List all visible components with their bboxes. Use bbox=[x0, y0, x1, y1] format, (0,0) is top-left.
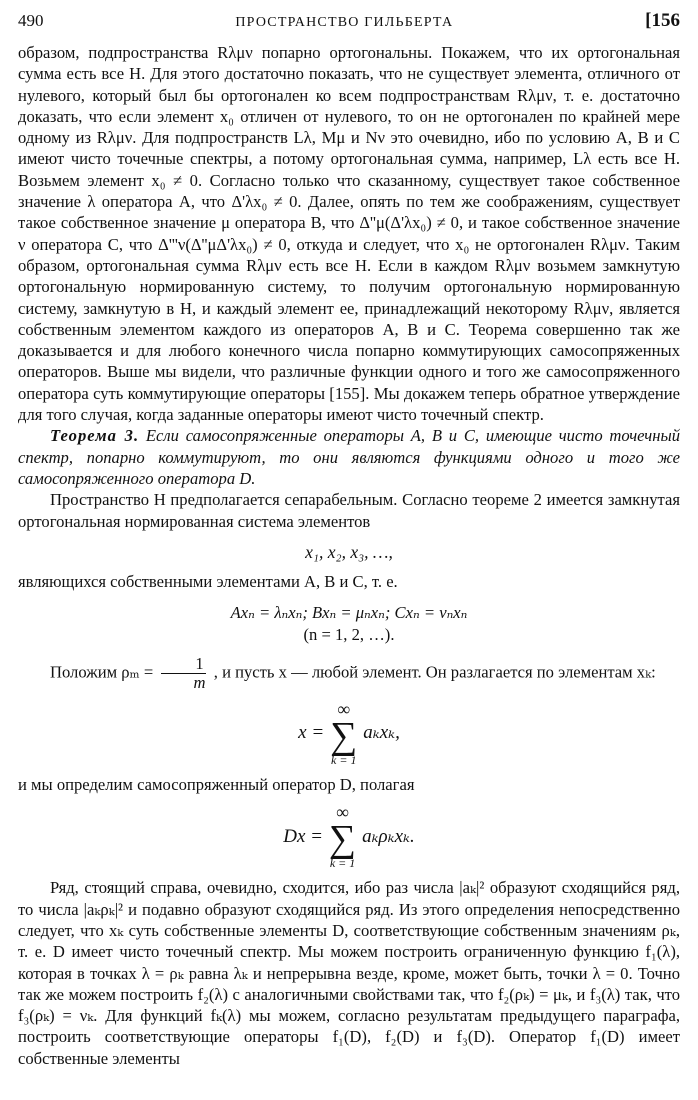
fraction-denominator: m bbox=[193, 673, 206, 693]
formula-expansion-x bbox=[18, 700, 680, 766]
rho-text-before: Положим ρₘ = bbox=[50, 662, 154, 682]
running-title: ПРОСТРАНСТВО ГИЛЬБЕРТА bbox=[235, 15, 454, 30]
sum2-term: aₖρₖxₖ. bbox=[362, 825, 415, 847]
sum1-lhs: x = bbox=[298, 722, 325, 744]
sum2-lower-limit: k = 1 bbox=[329, 856, 356, 871]
paragraph-convergence: Ряд, стоящий справа, очевидно, сходится, ибо раз числа |aₖ|² образуют сходящийся ряд, то числа |aₖρₖ|² и подавно образуют сходящийся ряд. Из этого определения непосредственно следует, что xₖ суть собственные элементы D, соответствующие собственным значениям ρₖ, т. е. D имеет чисто точечный спектр. Мы можем построить ограниченную функцию f₁(λ), которая в точках λ = ρₖ равна λₖ и непрерывна везде, кроме, может быть, точки λ = 0. Точно так же можем построить f₂(λ) с аналогичными свойствами так, что f₂(ρₖ) = μₖ, и f₃(λ) так, что f₃(ρₖ) = νₖ. Для функций fₖ(λ) мы можем, согласно результатам предыдущего параграфа, построить соответствующие операторы f₁(D), f₂(D) и f₃(D). Оператор f₁(D) имеет собственные элементы bbox=[18, 878, 680, 1068]
formula-sequence: x₁, x₂, x₃, …, bbox=[305, 541, 393, 562]
fraction-numerator: 1 bbox=[161, 655, 205, 674]
sum1-lower-limit: k = 1 bbox=[331, 753, 357, 768]
paragraph-eigen: являющихся собственными элементами A, B и C, т. е. bbox=[18, 572, 398, 592]
paragraph-proof-continuation: образом, подпространства Rλμν попарно ортогональны. Покажем, что их ортогональная сумма есть все H. Для этого достаточно показать, что не существует элемента, отличного от нулевого, который был бы ортогонален ко всем подпространствам Rλμν, т. е. достаточно доказать, что если элемент x₀ отличен от нулевого, то он не ортогонален по крайней мере одному из Rλμν. Для подпространств Lλ, Mμ и Nν это очевидно, ибо по условию A, B и C имеют чисто точечные спектры, а потому ортогональная сумма, например, Lλ есть все H. Возьмем элемент x₀ ≠ 0. Согласно только что сказанному, существует такое собственное значение λ оператора A, что Δ'λx₀ ≠ 0. Далее, опять по тем же соображениям, существует такое собственное значение μ оператора B, что Δ''μ(Δ'λx₀) ≠ 0, и такое собственное значение ν оператора C, что Δ'''ν(Δ''μΔ'λx₀) ≠ 0, откуда и следует, что x₀ не ортогонален Rλμν. Таким образом, ортогональная сумма Rλμν есть все H. Если в каждом Rλμν возьмем замкнутую ортогональную нормированную систему, то получим ортогональную нормированную систему, замкнутую в H, и каждый элемент ее, принадлежащий некоторому Rλμν, является собственным элементом каждого из операторов A, B и C. Теорема совершенно так же доказывается и для любого конечного числа попарно коммутирующих самосопряженных операторов. Выше мы видели, что различные функции одного и того же самосопряженного оператора суть коммутирующие операторы [155]. Мы докажем теперь обратное утверждение для того случая, когда заданные операторы имеют чисто точечный спектр. bbox=[18, 43, 680, 425]
paragraph-rho-definition bbox=[18, 655, 680, 692]
theorem-3 bbox=[18, 425, 680, 489]
page-number: 490 bbox=[18, 11, 44, 30]
formula-index-range: (n = 1, 2, …). bbox=[303, 624, 395, 644]
sum2-sigma: ∑ bbox=[329, 818, 357, 861]
paragraph-define-D: и мы определим самосопряженный оператор D, полагая bbox=[18, 775, 415, 795]
sum2-upper-limit: ∞ bbox=[336, 802, 349, 823]
formula-operator-D bbox=[18, 803, 680, 869]
section-number: [156 bbox=[645, 10, 680, 31]
formula-eigen-equations: Axₙ = λₙxₙ; Bxₙ = μₙxₙ; Cxₙ = νₙxₙ bbox=[230, 603, 468, 623]
theorem-heading: Теорема 3. bbox=[50, 426, 140, 446]
summation-sign bbox=[329, 803, 356, 869]
paragraph-separable: Пространство H предполагается сепарабельным. Согласно теореме 2 имеется замкнутая ортогональная нормированная система элементов bbox=[18, 490, 680, 531]
sum1-term: aₖxₖ, bbox=[363, 722, 400, 744]
summation-sign bbox=[330, 700, 357, 766]
rho-text-after: , и пусть x — любой элемент. Он разлагается по элементам xₖ: bbox=[213, 662, 656, 682]
page-header bbox=[18, 10, 680, 42]
fraction-one-over-m bbox=[161, 655, 205, 692]
theorem-statement: Если самосопряженные операторы A, B и C, имеющие чисто точечный спектр, попарно коммутируют, то они являются функциями одного и того же самосопряженного оператора D. bbox=[18, 426, 680, 488]
sum1-upper-limit: ∞ bbox=[337, 699, 351, 720]
sum2-lhs: Dx = bbox=[283, 825, 324, 847]
sum1-sigma: ∑ bbox=[330, 715, 358, 758]
